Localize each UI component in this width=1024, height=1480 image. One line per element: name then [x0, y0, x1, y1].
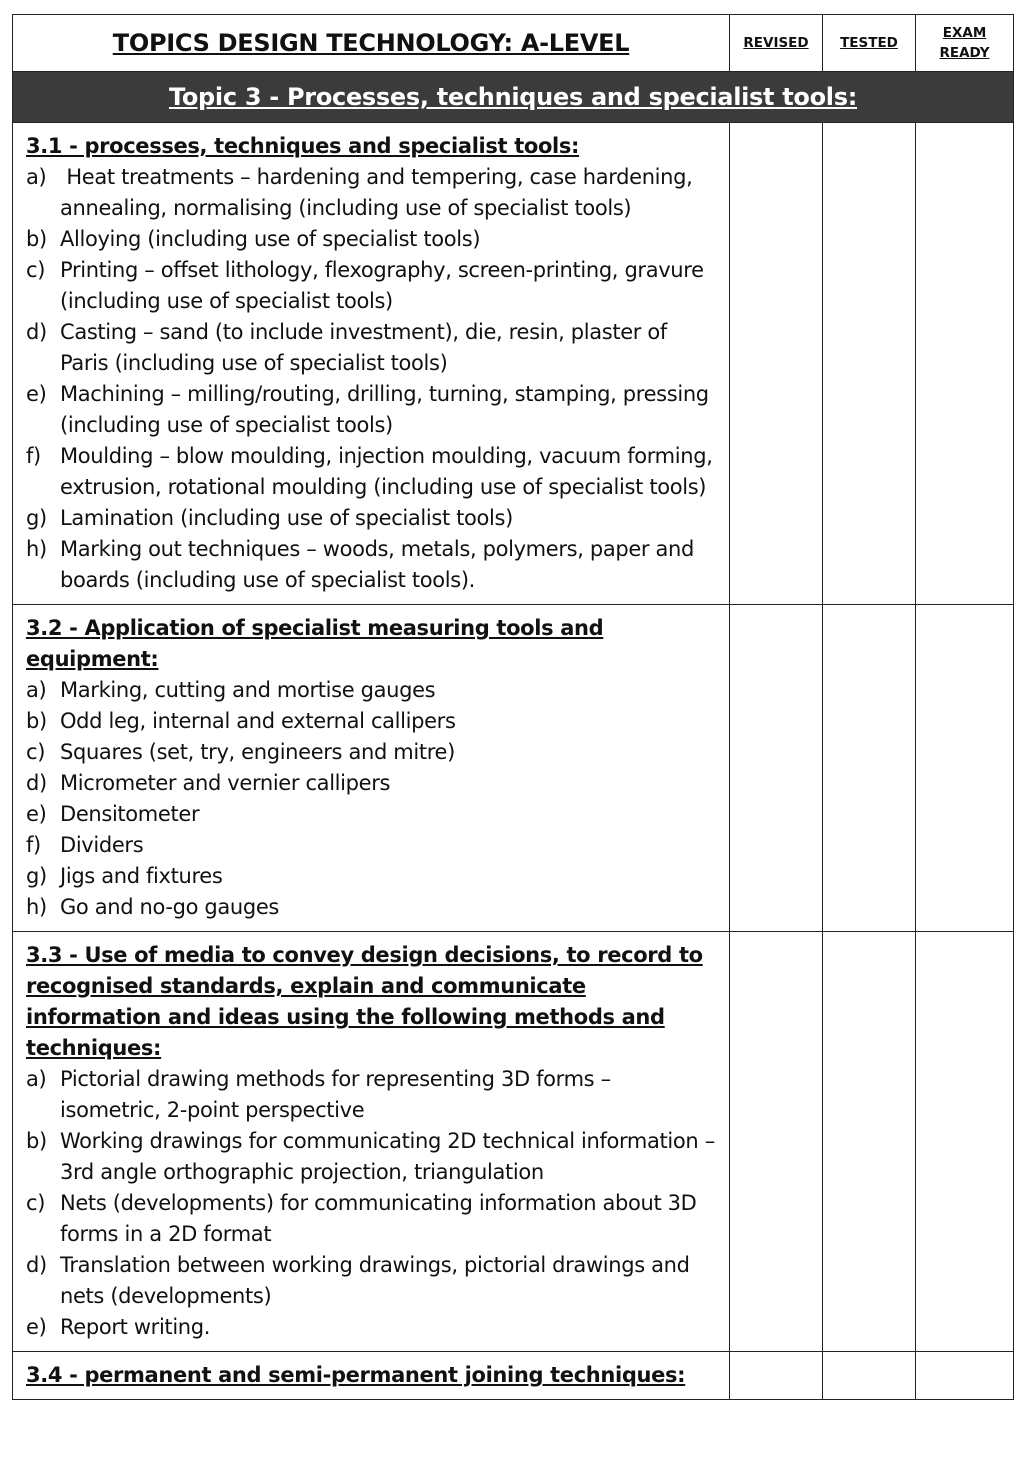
item-text: Nets (developments) for communicating information about 3D forms in a 2D format: [60, 1191, 703, 1246]
list-item: [26, 675, 717, 706]
checkbox-cell-exam-ready[interactable]: [916, 123, 1014, 605]
document-title: TOPICS DESIGN TECHNOLOGY: A-LEVEL: [13, 15, 730, 72]
list-item: [26, 1064, 717, 1126]
item-letter: c): [26, 1191, 46, 1215]
item-text: Marking, cutting and mortise gauges: [60, 678, 436, 702]
list-item: [26, 379, 717, 441]
section-title: 3.4 - permanent and semi-permanent joining techniques:: [26, 1363, 686, 1387]
checkbox-cell-exam-ready[interactable]: [916, 932, 1014, 1352]
list-item: [26, 892, 717, 923]
section-row: [13, 605, 1014, 932]
item-letter: h): [26, 895, 47, 919]
topics-checklist-sheet: [12, 14, 1013, 1400]
section-title: 3.3 - Use of media to convey design decisions, to record to recognised standards, explain and communicate information and ideas using the following methods and techniques:: [26, 943, 703, 1060]
section-item-list: [26, 675, 717, 923]
topic-band-row: [13, 72, 1014, 123]
column-header-tested: TESTED: [823, 15, 916, 72]
section-title: 3.2 - Application of specialist measuring tools and equipment:: [26, 616, 604, 671]
checkbox-cell-exam-ready[interactable]: [916, 1352, 1014, 1400]
list-item: [26, 768, 717, 799]
header-row: [13, 15, 1014, 72]
item-letter: e): [26, 802, 47, 826]
item-text: Report writing.: [60, 1315, 211, 1339]
list-item: [26, 1188, 717, 1250]
checkbox-cell-tested[interactable]: [823, 1352, 916, 1400]
item-letter: d): [26, 1253, 47, 1277]
column-header-exam-line1: EXAM: [942, 25, 987, 41]
list-item: [26, 737, 717, 768]
checkbox-cell-exam-ready[interactable]: [916, 605, 1014, 932]
list-item: [26, 224, 717, 255]
checkbox-cell-revised[interactable]: [730, 1352, 823, 1400]
item-letter: h): [26, 537, 47, 561]
item-letter: b): [26, 1129, 47, 1153]
item-letter: e): [26, 1315, 47, 1339]
section-title: 3.1 - processes, techniques and specialist tools:: [26, 134, 580, 158]
list-item: [26, 1250, 717, 1312]
item-letter: g): [26, 864, 47, 888]
list-item: [26, 799, 717, 830]
item-text: Printing – offset lithology, flexography, screen-printing, gravure (including use of specialist tools): [60, 258, 710, 313]
item-text: Translation between working drawings, pictorial drawings and nets (developments): [60, 1253, 696, 1308]
section-item-list: [26, 162, 717, 596]
column-header-exam-line2: READY: [939, 45, 990, 61]
item-text: Dividers: [60, 833, 144, 857]
item-text: Heat treatments – hardening and tempering, case hardening, annealing, normalising (including use of specialist tools): [60, 165, 699, 220]
checkbox-cell-tested[interactable]: [823, 123, 916, 605]
item-letter: d): [26, 320, 47, 344]
checkbox-cell-tested[interactable]: [823, 932, 916, 1352]
section-cell: [13, 123, 730, 605]
checkbox-cell-revised[interactable]: [730, 123, 823, 605]
list-item: [26, 534, 717, 596]
list-item: [26, 255, 717, 317]
item-text: Working drawings for communicating 2D technical information – 3rd angle orthographic projection, triangulation: [60, 1129, 722, 1184]
section-row: [13, 1352, 1014, 1400]
item-letter: f): [26, 833, 41, 857]
item-text: Casting – sand (to include investment), die, resin, plaster of Paris (including use of specialist tools): [60, 320, 674, 375]
item-letter: d): [26, 771, 47, 795]
item-letter: a): [26, 1067, 47, 1091]
item-letter: a): [26, 678, 47, 702]
section-row: [13, 932, 1014, 1352]
item-text: Lamination (including use of specialist tools): [60, 506, 513, 530]
item-text: Odd leg, internal and external callipers: [60, 709, 456, 733]
list-item: [26, 1126, 722, 1188]
list-item: [26, 830, 717, 861]
item-letter: b): [26, 709, 47, 733]
list-item: [26, 861, 717, 892]
checkbox-cell-revised[interactable]: [730, 605, 823, 932]
topics-table: [12, 14, 1014, 1400]
item-text: Squares (set, try, engineers and mitre): [60, 740, 455, 764]
item-letter: e): [26, 382, 47, 406]
checkbox-cell-tested[interactable]: [823, 605, 916, 932]
sections-body: [13, 123, 1014, 1400]
item-text: Marking out techniques – woods, metals, polymers, paper and boards (including use of specialist tools).: [60, 537, 701, 592]
item-text: Pictorial drawing methods for representing 3D forms – isometric, 2-point perspective: [60, 1067, 618, 1122]
item-letter: a): [26, 165, 47, 189]
item-text: Alloying (including use of specialist tools): [60, 227, 481, 251]
section-cell: [13, 1352, 730, 1400]
list-item: [26, 317, 717, 379]
section-row: [13, 123, 1014, 605]
item-text: Go and no-go gauges: [60, 895, 280, 919]
section-cell: [13, 932, 730, 1352]
item-text: Machining – milling/routing, drilling, turning, stamping, pressing (including use of specialist tools): [60, 382, 716, 437]
checkbox-cell-revised[interactable]: [730, 932, 823, 1352]
topic-title: Topic 3 - Processes, techniques and specialist tools:: [13, 72, 1014, 123]
list-item: [26, 706, 717, 737]
item-letter: c): [26, 258, 46, 282]
item-letter: g): [26, 506, 47, 530]
item-text: Jigs and fixtures: [60, 864, 223, 888]
list-item: [26, 162, 717, 224]
item-letter: b): [26, 227, 47, 251]
column-header-exam-ready: [916, 15, 1014, 72]
section-cell: [13, 605, 730, 932]
item-text: Moulding – blow moulding, injection moulding, vacuum forming, extrusion, rotational moulding (including use of specialist tools): [60, 444, 719, 499]
list-item: [26, 1312, 717, 1343]
section-item-list: [26, 1064, 722, 1343]
list-item: [26, 441, 717, 503]
item-letter: c): [26, 740, 46, 764]
list-item: [26, 503, 717, 534]
item-text: Densitometer: [60, 802, 200, 826]
item-letter: f): [26, 444, 41, 468]
column-header-revised: REVISED: [730, 15, 823, 72]
item-text: Micrometer and vernier callipers: [60, 771, 391, 795]
